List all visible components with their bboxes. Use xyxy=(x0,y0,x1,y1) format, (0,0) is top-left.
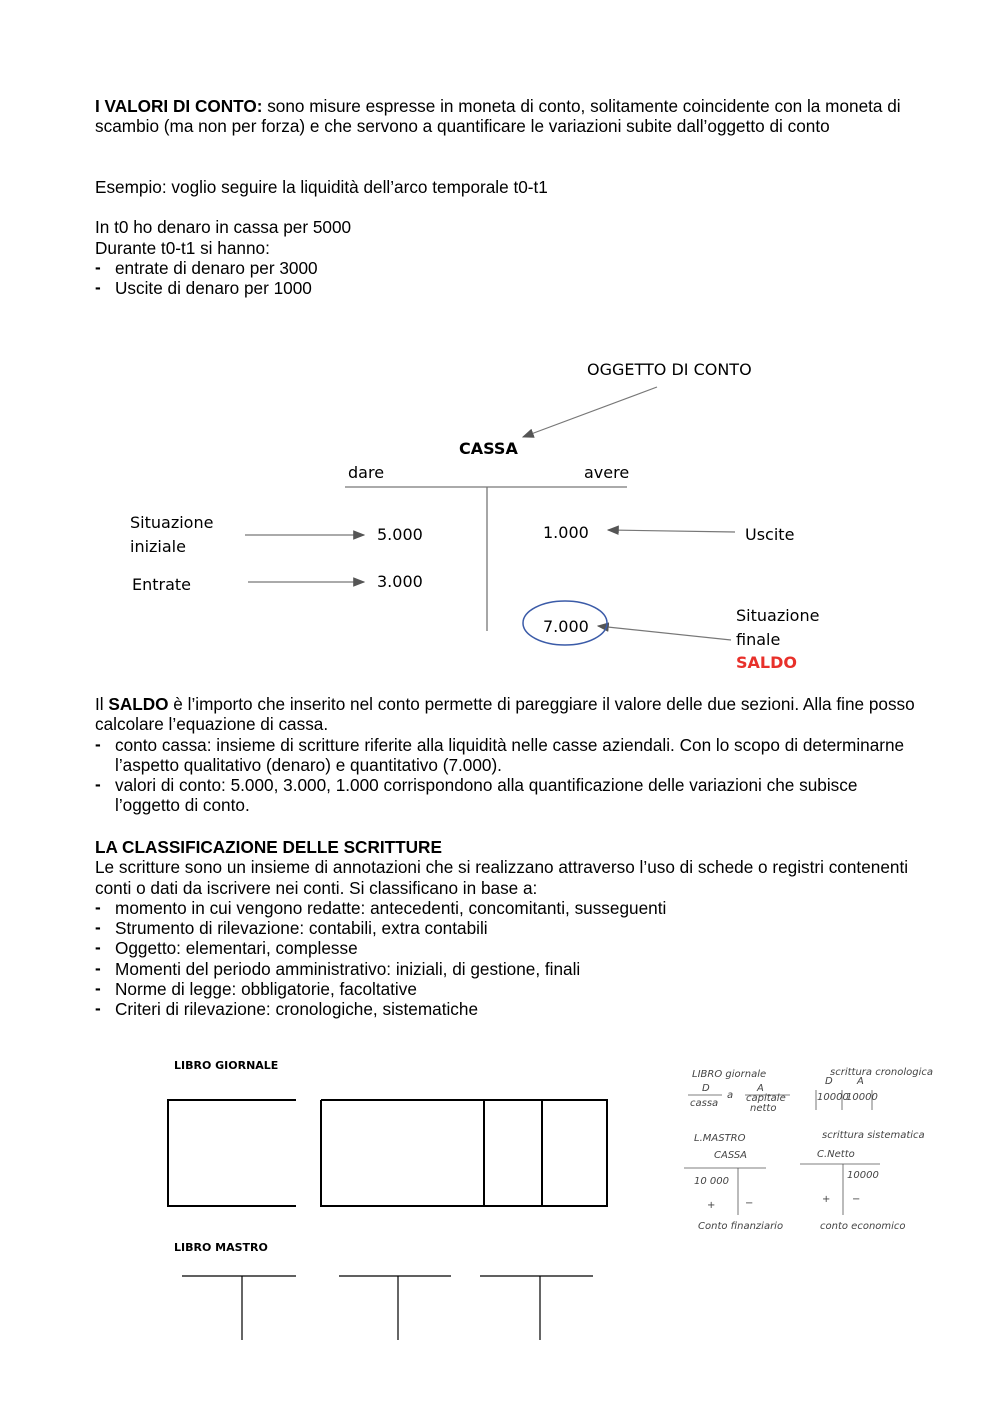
hand-text: 10 000 xyxy=(694,1176,729,1187)
classification-heading: LA CLASSIFICAZIONE DELLE SCRITTURE xyxy=(95,837,442,857)
list-item: - Uscite di denaro per 1000 xyxy=(95,277,312,299)
libro-giornale-drawing xyxy=(168,1100,607,1206)
list-item: - entrate di denaro per 3000 xyxy=(95,256,318,278)
saldo-label: SALDO xyxy=(736,653,797,672)
value-1000: 1.000 xyxy=(543,523,589,542)
situazione-iniziale-label: Situazione xyxy=(130,513,214,532)
hand-text: capitale xyxy=(746,1093,786,1104)
cassa-label: CASSA xyxy=(459,439,518,458)
intro-text: sono misure espresse in moneta di conto, solitamente coincidente con la moneta di scambio (ma non per forza) e che servono a quantificare le variazioni subite dall’oggetto di conto xyxy=(95,96,901,137)
hand-text: D xyxy=(702,1083,710,1094)
saldo-section: Il SALDO è l’importo che inserito nel conto permette di pareggiare il valore delle due sezioni. Alla fine posso calcolare l’equazione di cassa. - conto cassa: insieme di scritture riferite alla liquidità nelle casse aziendali. Con lo scopo di determinarne l’aspetto qualitativo (denaro) e quantitativo (7.000). - valori di conto: 5.000, 3.000, 1.000 corrispondono alla quantificazione delle variazioni che subisce l’oggetto di conto. xyxy=(95,694,915,816)
saldo-arrow xyxy=(598,626,731,640)
hand-text: Conto finanziario xyxy=(698,1221,784,1232)
list-item: - valori di conto: 5.000, 3.000, 1.000 corrispondono alla quantificazione delle variazioni che subisce l’oggetto di conto. xyxy=(95,774,858,816)
hand-text: scrittura cronologica xyxy=(830,1067,934,1078)
situazione-iniziale-label-2: iniziale xyxy=(130,537,186,556)
situazione-finale-label: Situazione xyxy=(736,606,820,625)
example-line-1: Esempio: voglio seguire la liquidità dell’arco temporale t0-t1 xyxy=(95,177,548,197)
hand-text: − xyxy=(852,1194,861,1205)
libro-mastro-drawing xyxy=(182,1276,593,1340)
hand-text: A xyxy=(857,1076,864,1087)
hand-text: scrittura sistematica xyxy=(822,1130,925,1141)
hand-text: A xyxy=(757,1083,764,1094)
hand-text: cassa xyxy=(690,1098,719,1109)
value-5000: 5.000 xyxy=(377,525,423,544)
hand-text: a xyxy=(727,1090,734,1101)
hand-text: 10000 xyxy=(847,1170,879,1181)
situazione-finale-label-2: finale xyxy=(736,630,781,649)
list-item: - conto cassa: insieme di scritture riferite alla liquidità nelle casse aziendali. Con lo scopo di determinarne l’aspetto qualitativo (denaro) e quantitativo (7.000). xyxy=(95,733,905,775)
example-line-3: Durante t0-t1 si hanno: xyxy=(95,237,270,258)
hand-text: + xyxy=(707,1200,716,1211)
classification-text: Le scritture sono un insieme di annotazioni che si realizzano attraverso l’uso di schede o registri contenenti conti o dati da iscrivere nei conti. Si classificano in base a: xyxy=(95,857,909,898)
list-item: - Oggetto: elementari, complesse xyxy=(95,937,358,959)
libro-mastro-label: LIBRO MASTRO xyxy=(174,1241,268,1254)
dare-label: dare xyxy=(348,463,385,482)
uscite-label: Uscite xyxy=(745,525,795,544)
list-item: - Norme di legge: obbligatorie, facoltative xyxy=(95,978,417,1000)
hand-text: 10000 xyxy=(846,1092,878,1103)
list-item: - Momenti del periodo amministrativo: iniziali, di gestione, finali xyxy=(95,957,581,979)
hand-text: D xyxy=(825,1076,833,1087)
avere-label: avere xyxy=(584,463,630,482)
libro-giornale-label: LIBRO GIORNALE xyxy=(174,1059,279,1072)
intro-heading: I VALORI DI CONTO: xyxy=(95,96,263,116)
hand-text: L.MASTRO xyxy=(694,1133,746,1144)
hand-text: LIBRO giornale xyxy=(692,1069,767,1080)
hand-text: + xyxy=(822,1194,831,1205)
saldo-bold: SALDO xyxy=(108,694,169,714)
classification-section xyxy=(95,837,915,1020)
entrate-label: Entrate xyxy=(132,575,192,594)
list-item: - Strumento di rilevazione: contabili, extra contabili xyxy=(95,917,488,939)
value-7000: 7.000 xyxy=(543,617,589,636)
hand-text: C.Netto xyxy=(817,1149,855,1160)
oggetto-arrow xyxy=(523,387,657,437)
uscite-arrow xyxy=(608,530,735,532)
list-item: - Criteri di rilevazione: cronologiche, sistematiche xyxy=(95,998,479,1020)
oggetto-di-conto-label: OGGETTO DI CONTO xyxy=(587,360,752,379)
hand-text: netto xyxy=(750,1103,777,1114)
hand-text: 10000 xyxy=(817,1092,849,1103)
value-3000: 3.000 xyxy=(377,572,423,591)
example-line-2: In t0 ho denaro in cassa per 5000 xyxy=(95,217,352,238)
hand-text: CASSA xyxy=(714,1150,748,1161)
handwritten-notes xyxy=(684,1067,933,1232)
hand-text: conto economico xyxy=(820,1221,906,1232)
hand-text: − xyxy=(745,1198,754,1209)
list-item: - momento in cui vengono redatte: antecedenti, concomitanti, susseguenti xyxy=(95,896,667,918)
